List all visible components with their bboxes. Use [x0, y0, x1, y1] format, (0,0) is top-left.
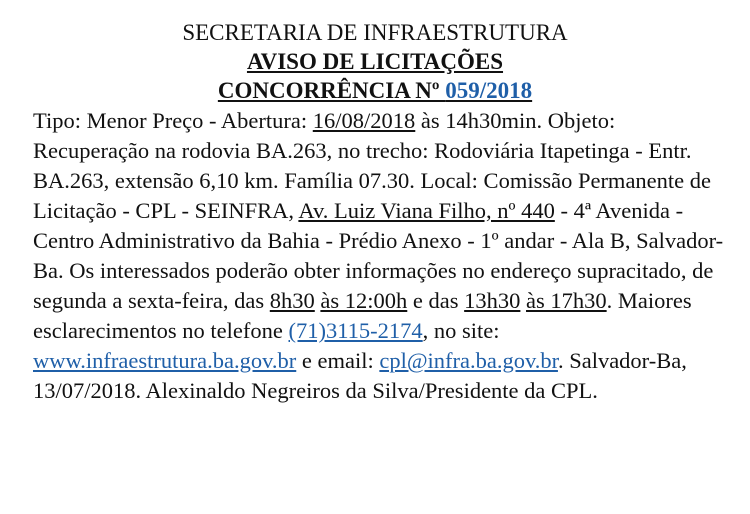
competition-number-link[interactable]: 059/2018 [445, 78, 533, 103]
body-text-1: Tipo: Menor Preço - Abertura: [33, 108, 313, 133]
body-text-5: e das [407, 288, 465, 313]
opening-date: 16/08/2018 [312, 108, 416, 133]
competition-heading [0, 76, 750, 105]
opening-time-afternoon: 13h30 [464, 288, 521, 313]
address-text: Av. Luiz Viana Filho, nº 440 [298, 198, 555, 223]
body-text-7: . Maiores esclarecimentos no telefone [33, 288, 692, 343]
body-text-3: - 4ª Avenida - Centro Administrativo da Bahia - Prédio Anexo - 1º andar - Ala B, Salvador-Ba. Os interessados poderão obter informações no endereço supracitado, de segunda a sexta-feira, das [33, 198, 724, 313]
closing-time-afternoon: às 17h30 [526, 288, 607, 313]
body-text-8: , no site: [422, 318, 500, 343]
notice-title: AVISO DE LICITAÇÕES [246, 49, 504, 74]
bid-notice [0, 18, 750, 406]
body-text-2: às 14h30min. Objeto: Recuperação na rodovia BA.263, no trecho: Rodoviária Itapetinga - Entr. BA.263, extensão 6,10 km. Família 07.30. Local: Comissão Permanente de Licitação - CPL - SEINFRA, [33, 108, 712, 223]
body-text-10: . Salvador-Ba, 13/07/2018. Alexinaldo Negreiros da Silva/Presidente da CPL. [33, 348, 687, 403]
notice-body [0, 106, 733, 406]
closing-time-morning: às 12:00h [320, 288, 408, 313]
competition-prefix: CONCORRÊNCIA Nº [217, 78, 446, 103]
agency-name: SECRETARIA DE INFRAESTRUTURA [182, 20, 568, 45]
email-link[interactable]: cpl@infra.ba.gov.br [379, 348, 558, 373]
body-text-9: e email: [296, 348, 380, 373]
phone-link[interactable]: (71)3115-2174 [288, 318, 423, 343]
opening-time-morning: 8h30 [269, 288, 315, 313]
website-link[interactable]: www.infraestrutura.ba.gov.br [33, 348, 297, 373]
